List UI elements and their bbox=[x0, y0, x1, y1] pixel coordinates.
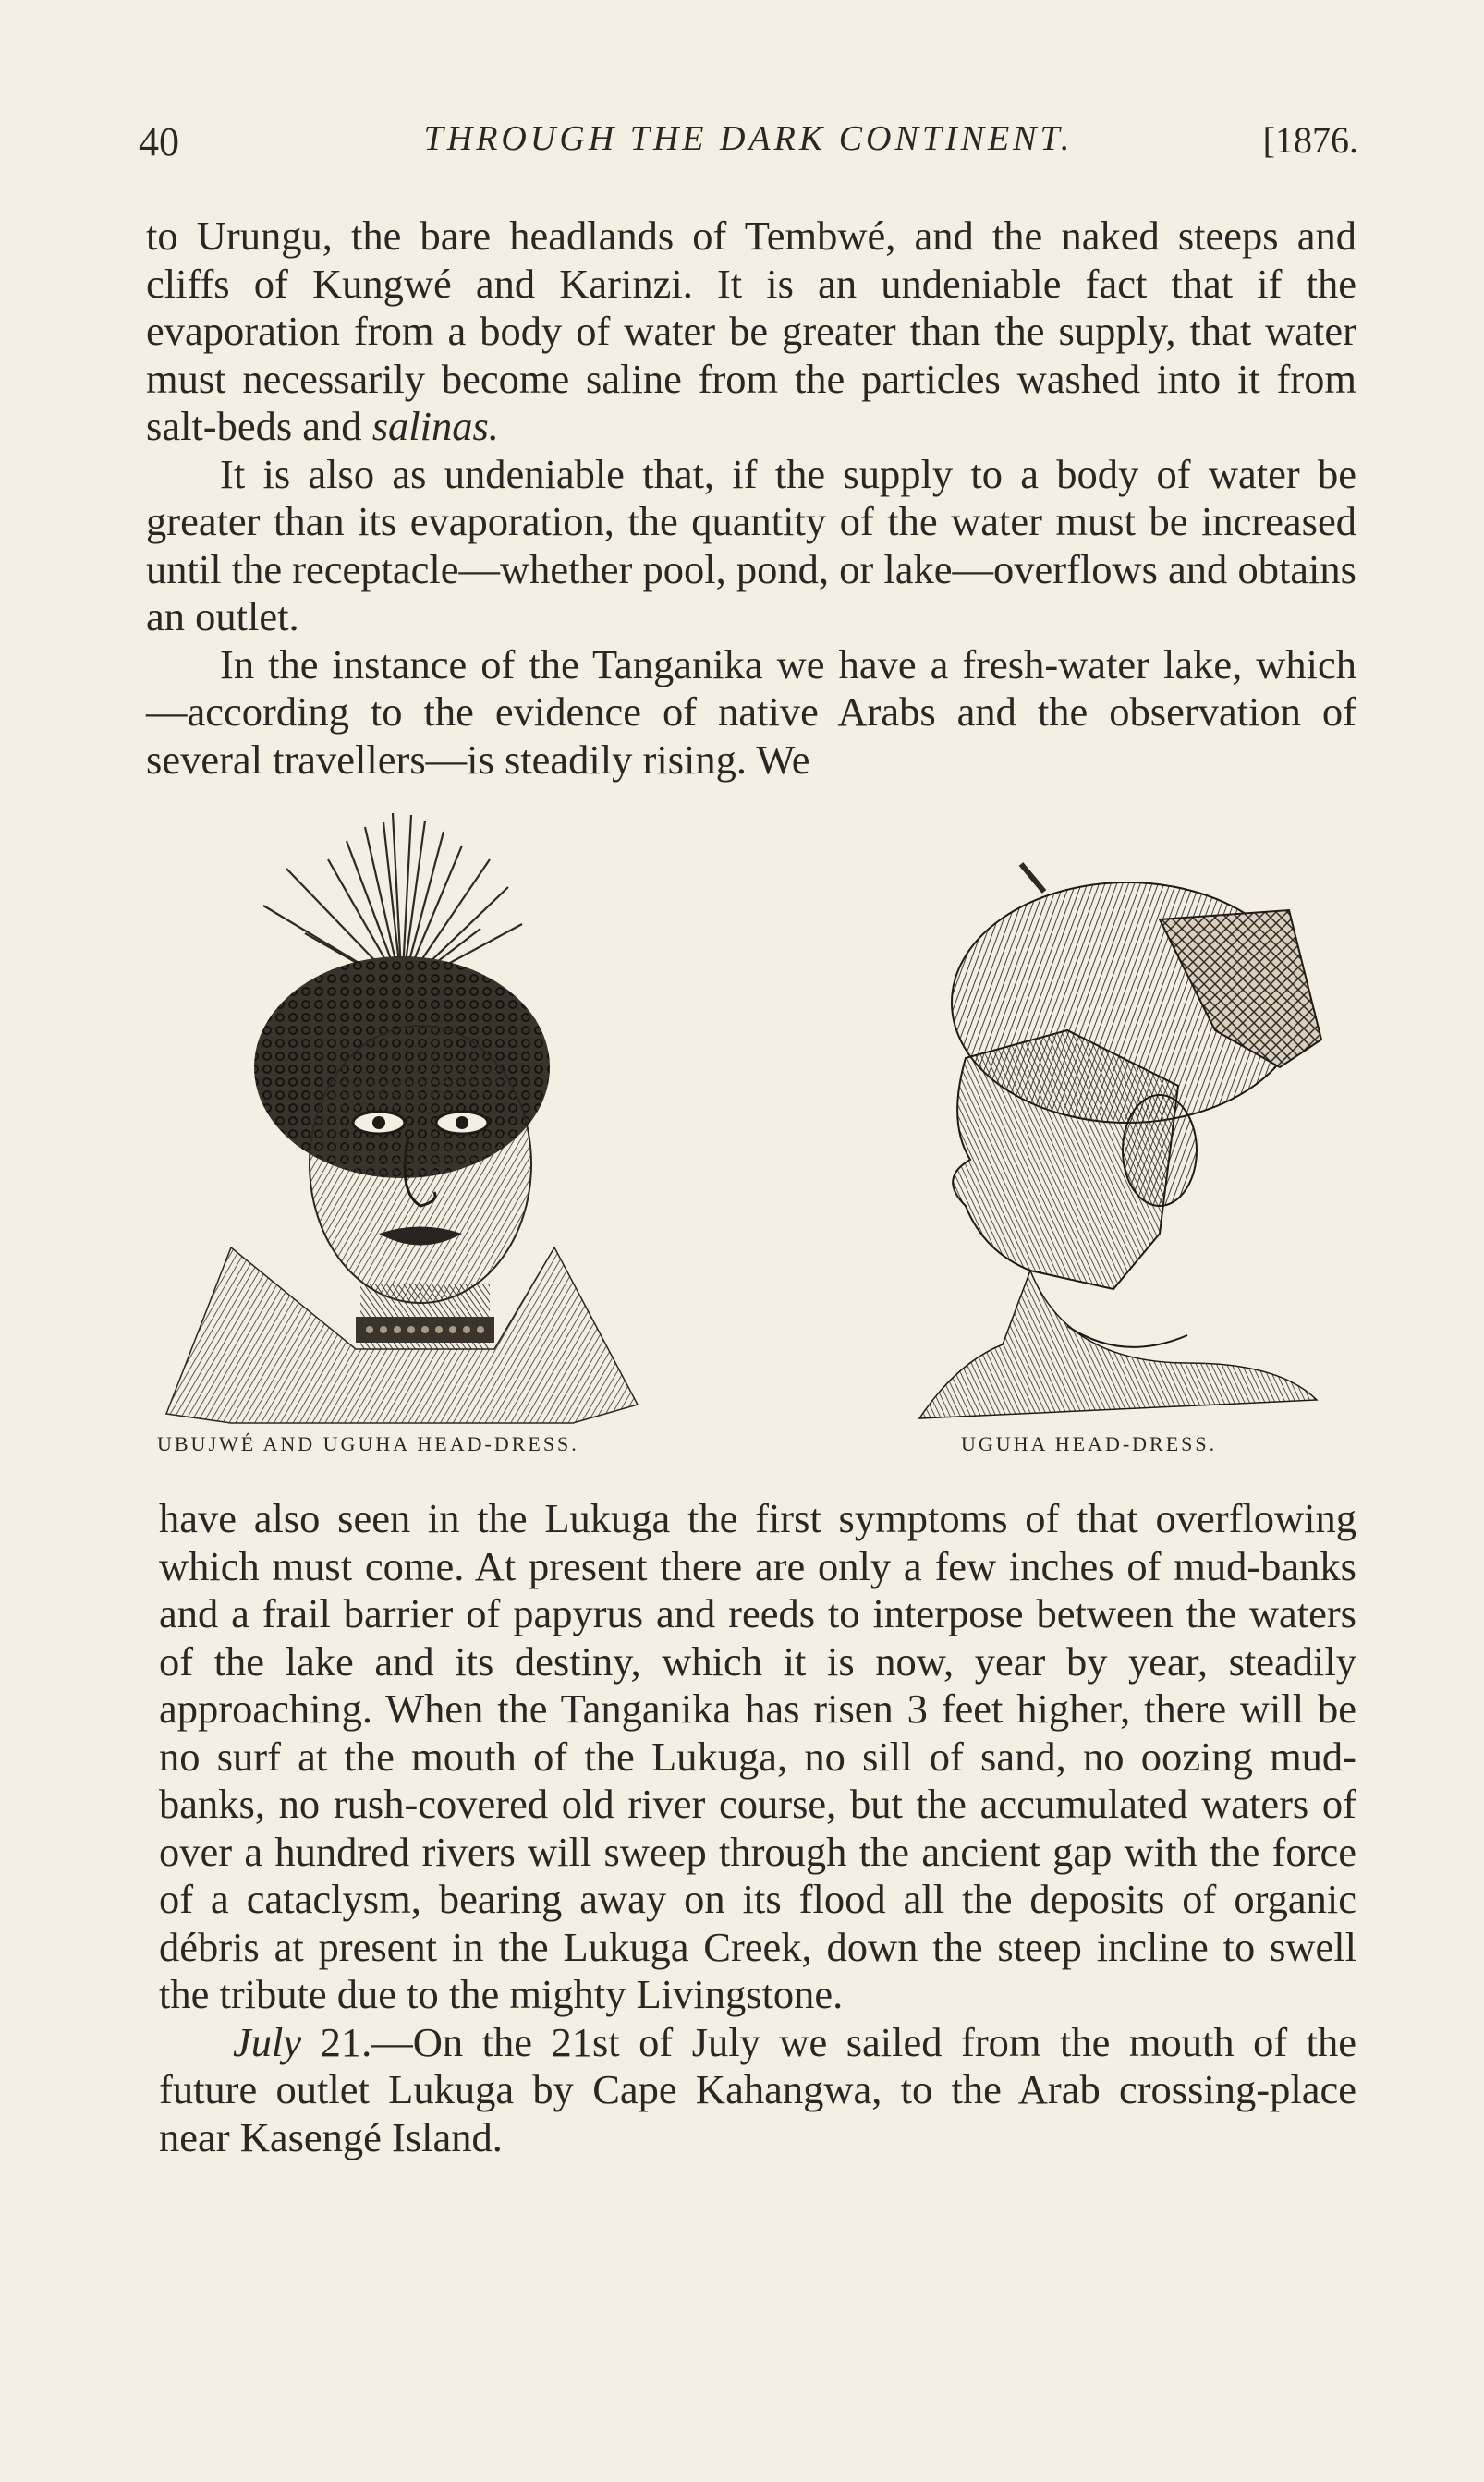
figure-caption-right: UGUHA HEAD-DRESS. bbox=[961, 1432, 1218, 1455]
italic-word: salinas. bbox=[371, 403, 499, 449]
engraving-uguha-profile bbox=[882, 846, 1354, 1432]
profile-illustration bbox=[882, 846, 1354, 1432]
engraving-ubujwe-portrait bbox=[157, 804, 647, 1432]
figure-caption-left: UBUJWÉ AND UGUHA HEAD-DRESS. bbox=[157, 1432, 579, 1455]
diary-date: July bbox=[233, 2018, 302, 2065]
paragraph-text: to Urungu, the bare headlands of Tembwé, and the naked steeps and cliffs of Kungwé and Karinzi. It is an undeniable fact that if the evaporation from a body of water be greater than the supply, that water must necessarily become saline from the particles washed into it from salt-beds and bbox=[146, 213, 1356, 449]
running-title: THROUGH THE DARK CONTINENT. bbox=[423, 119, 1074, 158]
portrait-illustration bbox=[157, 804, 647, 1432]
diary-paragraph bbox=[159, 2019, 1356, 2162]
paragraph bbox=[146, 213, 1356, 451]
diary-text: 21.—On the 21st of July we sailed from the mouth of the future outlet Lukuga by Cape Kahangwa, to the Arab crossing-place near Kasengé Island. bbox=[159, 2018, 1357, 2160]
body-text-top bbox=[146, 213, 1356, 784]
paragraph: In the instance of the Tanganika we have a fresh-water lake, which—according to the evidence of native Arabs and the observation of several travellers—is steadily rising. We bbox=[146, 640, 1356, 783]
page-number: 40 bbox=[139, 119, 179, 164]
running-head bbox=[139, 118, 1358, 174]
paragraph: have also seen in the Lukuga the first symptoms of that overflowing which must come. At present there are only a few inches of mud-banks and a frail barrier of papyrus and reeds to interpose between the waters of the lake and its destiny, which it is now, year by year, steadily approaching. When the Tanganika has risen 3 feet higher, there will be no surf at the mouth of the Lukuga, no sill of sand, no oozing mud-banks, no rush-covered old river course, but the accumulated waters of over a hundred rivers will sweep through the ancient gap with the force of a cataclysm, bearing away on its flood all the deposits of organic débris at present in the Lukuga Creek, down the steep incline to swell the tribute due to the mighty Livingstone. bbox=[159, 1495, 1356, 2017]
body-text-bottom bbox=[159, 1495, 1356, 2161]
paragraph: It is also as undeniable that, if the supply to a body of water be greater than its evaporation, the quantity of the water must be increased until the receptacle—whether pool, pond, or lake—overflows and obtains an outlet. bbox=[146, 450, 1356, 639]
running-year: [1876. bbox=[1262, 119, 1358, 161]
